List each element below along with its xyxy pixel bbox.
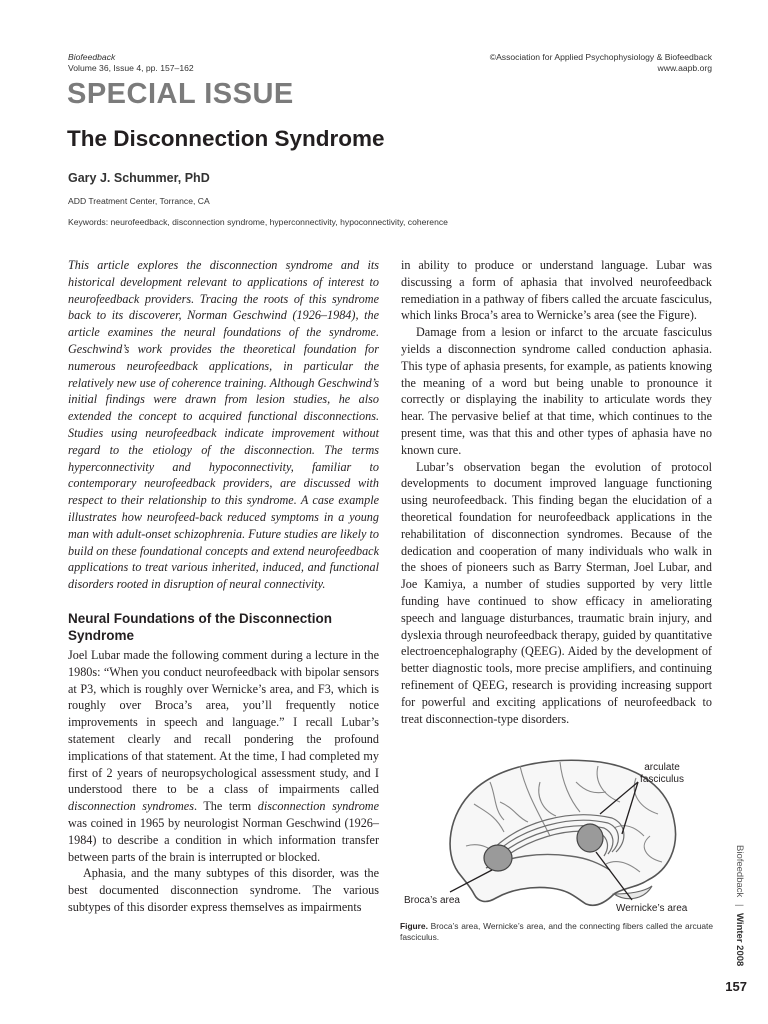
brain-diagram — [400, 752, 713, 917]
footer-separator: | — [734, 903, 745, 907]
body-paragraph: Joel Lubar made the following comment during a lecture in the 1980s: “When you conduct neurofeedback with bipolar sensors at P3, which is roughly over Wernicke’s area, and F3, which is roughly over Broca’s area, you’ll frequently notice improvements in speech and language.” I recall Lubar’s statement clearly and recall pondering the profound implications of that statement. At the time, I had completed my first of 2 years of neuropsychological assessment study, and I understood there to be a class of impairments called disconnection syndromes. The term disconnection syndrome was coined in 1965 by neurologist Norman Geschwind (1926–1984) to describe a condition in which information transfer between parts of the brain is interrupted or blocked. — [68, 647, 379, 864]
right-column — [401, 257, 712, 727]
wernickes-area-region — [577, 824, 603, 852]
label-arcuate-line-1: arculate — [644, 762, 680, 773]
body-paragraph: in ability to produce or understand language. Lubar was discussing a form of aphasia that involved neurofeedback remediation in a pathway of fibers called the arcuate fasciculus, which links Broca’s area to Wernicke’s area (see the Figure). — [401, 258, 712, 323]
article-title: The Disconnection Syndrome — [67, 126, 385, 151]
figure-caption-text: Broca’s area, Wernicke’s area, and the connecting fibers called the arcuate fasciculus. — [400, 921, 713, 942]
abstract: This article explores the disconnection syndrome and its historical development relevant to applications of interest to neurofeedback providers. Tracing the roots of this syndrome back to its discoverer, Norman Geschwind (1926–1984), the article examines the neural foundations of the syndrome. Geschwind’s work provides the theoretical foundation for numerous neurofeedback applications, in particular the relatively new use of coherence training. Although Geschwind’s initial findings were drawn from lesion studies, he also extended the concept to acquired functional disconnections. Studies using neurofeedback indicate improvement without regard to the etiology of the disconnection. The terms hyperconnectivity and hypoconnectivity, familiar to contemporary neurofeedback providers, are discussed with respect to their relationship to this syndrome. A case example illustrates how neurofeed-back reduced symptoms in a young man with adult-onset schizophrenia. Future studies are likely to build on these foundational concepts and extend neurofeedback applications to treat various inherited, induced, and functional disorders rooted in disruption of neural connectivity. — [68, 258, 379, 592]
volume-line: Volume 36, Issue 4, pp. 157–162 — [68, 62, 194, 73]
journal-name: Biofeedback — [68, 52, 116, 62]
publisher-meta — [490, 52, 712, 73]
label-wernickes-area: Wernicke’s area — [616, 903, 688, 914]
brain-figure — [400, 752, 713, 942]
author-name: Gary J. Schummer, PhD — [68, 171, 210, 185]
label-brocas-area: Broca’s area — [404, 895, 460, 906]
publisher-website[interactable]: www.aapb.org — [657, 62, 712, 73]
publisher-name: ©Association for Applied Psychophysiology & Biofeedback — [489, 52, 712, 62]
figure-caption-label: Figure. — [400, 921, 428, 931]
footer-journal: Biofeedback — [734, 845, 745, 898]
page-number: 157 — [725, 979, 747, 994]
figure-caption — [400, 921, 713, 942]
footer-season: Winter 2008 — [734, 913, 745, 967]
left-column — [68, 257, 379, 916]
section-heading: Neural Foundations of the Disconnection Syndrome — [68, 610, 333, 643]
brocas-area-region — [484, 845, 512, 871]
journal-meta — [68, 52, 194, 73]
body-paragraph: Damage from a lesion or infarct to the arcuate fasciculus yields a disconnection syndrome called conduction aphasia. This type of aphasia presents, for example, as patients knowing the meaning of a word but being unable to pronounce it correctly or displaying the inability to articulate words they hear. The pervasive belief at that time, which continues to the present time, was that this and other types of aphasia have no known cure. — [401, 325, 712, 457]
body-paragraph: Lubar’s observation began the evolution of protocol developments to document improved language functioning using neurofeedback. This finding began the elucidation of a theoretical foundation for neurofeedback applications in the rehabilitation of disconnection syndromes. Because of the dedication and cooperation of many individuals who walk in the shoes of pioneers such as Barry Sterman, Joel Lubar, and Joe Kamiya, a number of studies supported by very little funding have continued to show efficacy in ameliorating speech and language disturbances, traumatic brain injury, and dyslexia through neurofeedback therapy, guided by quantitative electroencephalography (QEEG). Aided by the development of better diagnostic tools, more precise amplifiers, and continuing refinement of QEEG, research is providing increasing support for powerful and exciting applications of neurofeedback to treat disconnection-type disorders. — [401, 459, 712, 726]
body-paragraph: Aphasia, and the many subtypes of this disorder, was the best documented disconnection syndrome. The various subtypes of this disorder express themselves as impairments — [68, 866, 379, 914]
running-footer — [734, 845, 745, 966]
keywords: Keywords: neurofeedback, disconnection syndrome, hyperconnectivity, hypoconnectivity, coherence — [68, 217, 448, 227]
special-issue-label: SPECIAL ISSUE — [67, 78, 294, 110]
label-arcuate-line-2: fasciculus — [640, 774, 684, 785]
author-affiliation: ADD Treatment Center, Torrance, CA — [68, 196, 210, 206]
